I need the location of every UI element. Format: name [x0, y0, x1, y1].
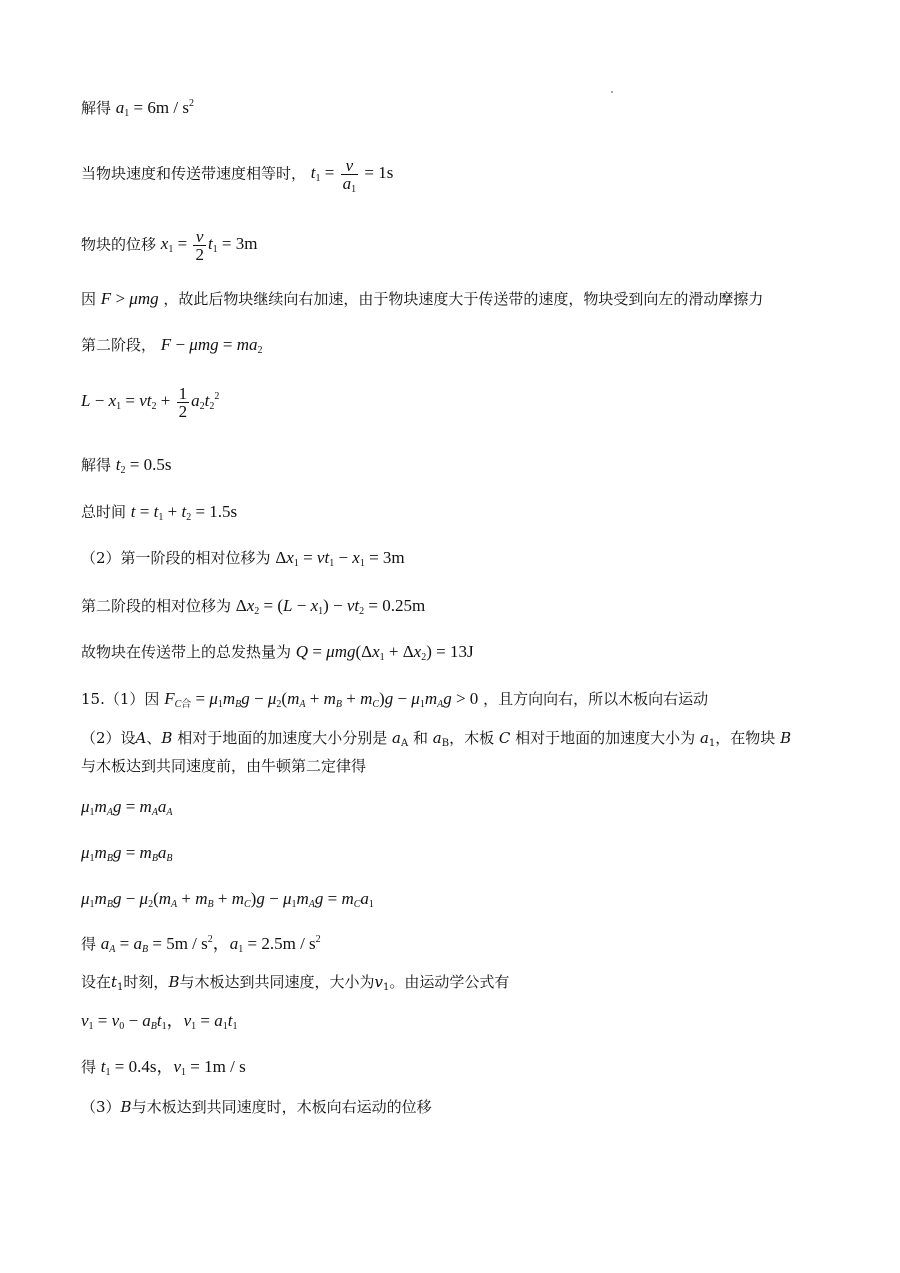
line-t2	[81, 455, 171, 475]
formula: $a_1 = 6m / s^2$	[115, 98, 194, 119]
line-common-speed: 设在$t_1$时刻，B与木板达到共同速度，大小为$v_1$。由运动学公式有	[81, 973, 510, 993]
label-text: 得	[81, 1058, 97, 1076]
label-text: 故物块在传送带上的总发热量为	[81, 643, 292, 661]
label-text: （2）第一阶段的相对位移为	[81, 549, 271, 567]
line-dx2	[81, 596, 425, 616]
scan-dot	[611, 91, 613, 93]
formula: $\mu_1m_Bg - \mu_2(m_A + m_B + m_C)g - \mu_1m_Ag = m_Ca_1$	[81, 889, 374, 910]
formula: $F_{C合} = \mu_1m_Bg - \mu_2(m_A + m_B + m_C)g - \mu_1m_Ag > 0$	[164, 689, 479, 710]
label-text: 解得	[81, 456, 112, 474]
label-text: 总时间	[81, 503, 127, 521]
formula: $t_1 = 0.4s$，$v_1 = 1m / s$	[100, 1057, 246, 1078]
label-text: ，且方向向右，所以木板向右运动	[483, 690, 709, 708]
label-text: 当物块速度和传送带速度相等时，	[81, 164, 307, 183]
line-q15-2a: （2）设A、B 相对于地面的加速度大小分别是 $a_A$ 和 $a_B$，木板 C 相对于地面的加速度大小为 $a_1$，在物块 B	[81, 729, 792, 749]
formula: $\Delta x_1 = vt_1 - x_1 = 3m$	[275, 548, 405, 569]
line-q15-2b	[81, 756, 366, 776]
line-a1-result	[81, 98, 194, 118]
formula: F > μmg	[100, 289, 159, 308]
label-text: 得	[81, 935, 97, 953]
label-text: 。由运动学公式有	[389, 973, 510, 991]
label-text: 相对于地面的加速度大小为	[515, 729, 696, 747]
label-text: 设在	[81, 973, 112, 991]
line-q15-1	[81, 689, 708, 709]
label-text: （3）	[81, 1098, 121, 1116]
formula: $L - x_1 = vt_2$ + $\frac{1}{2}$ $a_2t_2^2$	[81, 384, 220, 421]
formula: $F - \mu mg = ma_2$	[160, 335, 263, 356]
label-text: 15.（1）因	[81, 690, 160, 708]
line-t1-v1-result	[81, 1057, 246, 1077]
label-text: 与木板达到共同速度，大小为	[179, 973, 375, 991]
line-v1-eqs	[81, 1011, 238, 1031]
formula: $\mu_1m_Ag = m_Aa_A$	[81, 797, 173, 818]
line-dx1	[81, 548, 405, 568]
line-eq-a	[81, 797, 173, 817]
line-accel-result	[81, 934, 321, 954]
label-text: ，木板	[449, 729, 495, 747]
label-text: 与木板达到共同速度前，由牛顿第二定律得	[81, 757, 367, 775]
formula: $t = t_1 + t_2 = 1.5s$	[130, 502, 238, 523]
line-stage2	[81, 335, 262, 355]
line-l-x1	[81, 385, 219, 420]
label-text: ，在物块	[715, 729, 776, 747]
label-text: 和	[412, 729, 428, 747]
line-q15-3: （3）B与木板达到共同速度时，木板向右运动的位移	[81, 1098, 432, 1116]
formula: $t_1$ = $\frac{v}{a_1}$ = 1s	[310, 156, 394, 195]
line-eq-b	[81, 843, 173, 863]
label-text: （2）设	[81, 729, 136, 747]
line-heat	[81, 642, 474, 662]
line-t1	[81, 156, 394, 195]
label-text: 因	[81, 290, 97, 308]
label-text: 时刻，	[123, 973, 169, 991]
label-text: 解得	[81, 99, 112, 117]
line-eq-c	[81, 889, 374, 909]
formula: $\mu_1m_Bg = m_Ba_B$	[81, 843, 173, 864]
label-text: 第二阶段，	[81, 336, 157, 354]
line-f-condition	[81, 289, 763, 309]
label-text: 与木板达到共同速度时，木板向右运动的位移	[131, 1098, 432, 1116]
formula: $Q = \mu mg(\Delta x_1 + \Delta x_2) = 13J$	[295, 642, 474, 663]
label-text: 第二阶段的相对位移为	[81, 597, 232, 615]
formula: $\Delta x_2 = (L - x_1) - vt_2 = 0.25m$	[235, 596, 426, 617]
line-total-time	[81, 502, 237, 522]
label-text: ，故此后物块继续向右加速，由于物块速度大于传送带的速度，物块受到向左的滑动摩擦力	[163, 290, 764, 308]
label-text: 相对于地面的加速度大小分别是	[177, 729, 388, 747]
formula: $t_2 = 0.5s$	[115, 455, 172, 476]
formula: $x_1$ = $\frac{v}{2}$ $t_1 = 3m$	[160, 227, 258, 264]
line-x1	[81, 228, 257, 263]
label-text: 物块的位移	[81, 235, 157, 254]
formula: $a_A = a_B = 5m / s^2$，$a_1 = 2.5m / s^2$	[100, 934, 321, 955]
formula: $v_1 = v_0 - a_Bt_1$，$v_1 = a_1t_1$	[81, 1011, 238, 1032]
